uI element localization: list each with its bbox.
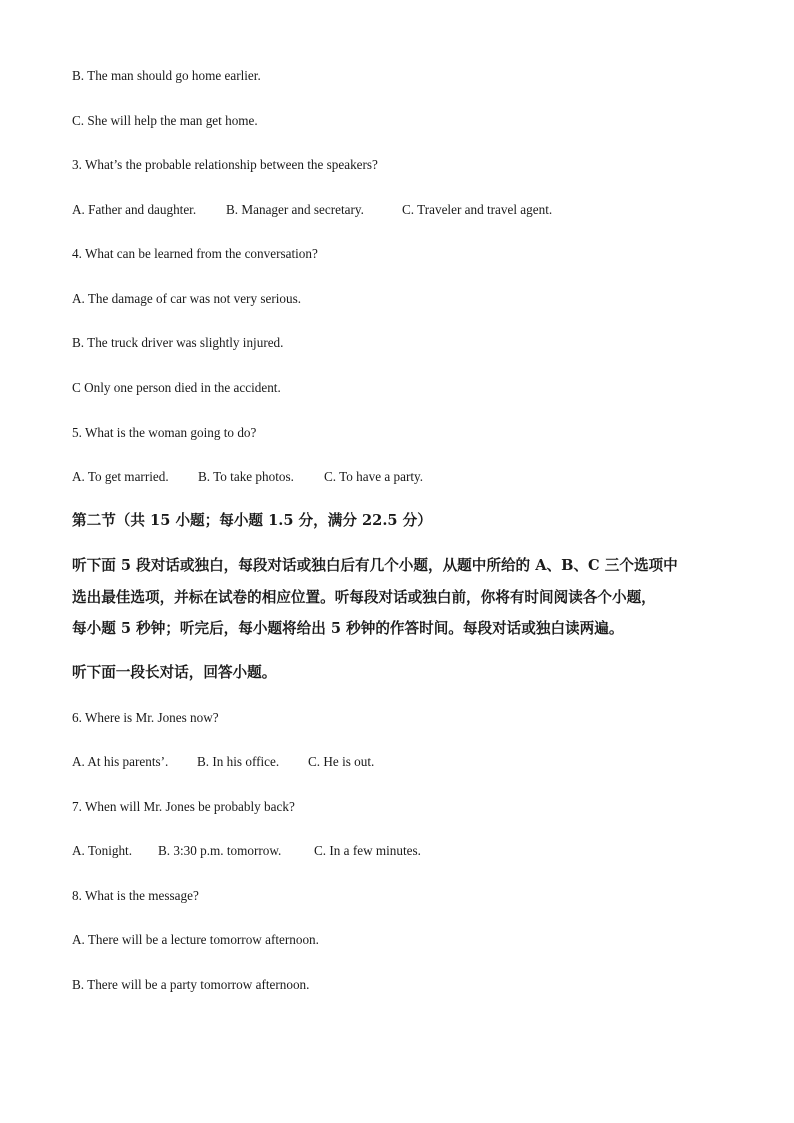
option-b-q8: B. There will be a party tomorrow afternoon. bbox=[72, 977, 310, 992]
option-c: C. Traveler and travel agent. bbox=[402, 202, 553, 217]
option-a-q8: A. There will be a lecture tomorrow afternoon. bbox=[72, 932, 319, 947]
option-b-q2: B. The man should go home earlier. bbox=[72, 68, 261, 83]
option-a: A. At his parents’. bbox=[72, 754, 169, 769]
listen-instruction: 听下面一段长对话，回答小题。 bbox=[72, 664, 277, 681]
section-2-title: 第二节（共 15 小题；每小题 1.5 分，满分 22.5 分） bbox=[72, 512, 432, 529]
question-3-options bbox=[72, 201, 552, 219]
question-5-options bbox=[72, 468, 423, 486]
option-c: C. In a few minutes. bbox=[314, 843, 421, 858]
question-7: 7. When will Mr. Jones be probably back? bbox=[72, 799, 295, 814]
option-b: B. 3:30 p.m. tomorrow. bbox=[158, 843, 282, 858]
option-a: A. To get married. bbox=[72, 469, 169, 484]
option-c-q4: C Only one person died in the accident. bbox=[72, 380, 281, 395]
option-a-q4: A. The damage of car was not very serious. bbox=[72, 291, 301, 306]
option-b: B. In his office. bbox=[197, 754, 280, 769]
question-7-options bbox=[72, 842, 421, 860]
option-b: B. Manager and secretary. bbox=[226, 202, 364, 217]
option-c-q2: C. She will help the man get home. bbox=[72, 113, 258, 128]
option-b: B. To take photos. bbox=[198, 469, 294, 484]
instructions-line-1: 听下面 5 段对话或独白，每段对话或独白后有几个小题，从题中所给的 A、B、C 三个选项中 bbox=[72, 557, 678, 574]
instructions-line-2: 选出最佳选项，并标在试卷的相应位置。听每段对话或独白前，你将有时间阅读各个小题， bbox=[72, 589, 656, 606]
question-6-options bbox=[72, 753, 374, 771]
instructions-line-3: 每小题 5 秒钟；听完后，每小题将给出 5 秒钟的作答时间。每段对话或独白读两遍。 bbox=[72, 620, 624, 637]
question-8: 8. What is the message? bbox=[72, 888, 199, 903]
option-c: C. To have a party. bbox=[324, 469, 424, 484]
option-b-q4: B. The truck driver was slightly injured. bbox=[72, 335, 284, 350]
question-4: 4. What can be learned from the conversation? bbox=[72, 246, 318, 261]
question-5: 5. What is the woman going to do? bbox=[72, 425, 257, 440]
option-c: C. He is out. bbox=[308, 754, 375, 769]
question-6: 6. Where is Mr. Jones now? bbox=[72, 710, 219, 725]
question-3: 3. What’s the probable relationship between the speakers? bbox=[72, 157, 378, 172]
option-a: A. Tonight. bbox=[72, 843, 133, 858]
option-a: A. Father and daughter. bbox=[72, 202, 197, 217]
